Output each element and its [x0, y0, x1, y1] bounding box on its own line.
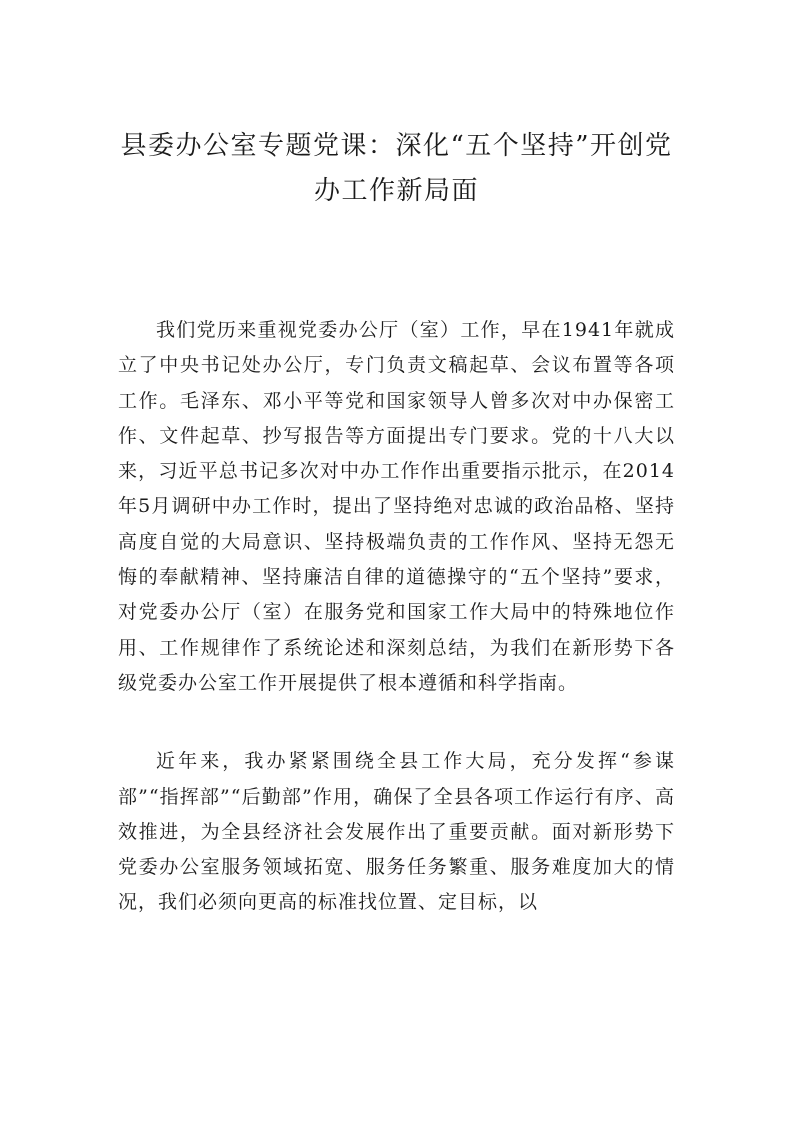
body-paragraph: 近年来，我办紧紧围绕全县工作大局，充分发挥“参谋部”“指挥部”“后勤部”作用，确保了全县各项工作运行有序、高效推进，为全县经济社会发展作出了重要贡献。面对新形势下党委办公室服务领域拓宽、服务任务繁重、服务难度加大的情况，我们必须向更高的标准找位置、定目标，以 [118, 750, 675, 914]
document-title: 县委办公室专题党课：深化“五个坚持”开创党办工作新局面 [120, 131, 673, 206]
body-paragraph: 我们党历来重视党委办公厅（室）工作，早在1941年就成立了中央书记处办公厅，专门负责文稿起草、会议布置等各项工作。毛泽东、邓小平等党和国家领导人曾多次对中办保密工作、文件起草、抄写报告等方面提出专门要求。党的十八大以来，习近平总书记多次对中办工作作出重要指示批示，在2014年5月调研中办工作时，提出了坚持绝对忠诚的政治品格、坚持高度自觉的大局意识、坚持极端负责的工作作风、坚持无怨无悔的奉献精神、坚持廉洁自律的道德操守的“五个坚持”要求，对党委办公厅（室）在服务党和国家工作大局中的特殊地位作用、工作规律作了系统论述和深刻总结，为我们在新形势下各级党委办公室工作开展提供了根本遵循和科学指南。 [118, 319, 675, 694]
